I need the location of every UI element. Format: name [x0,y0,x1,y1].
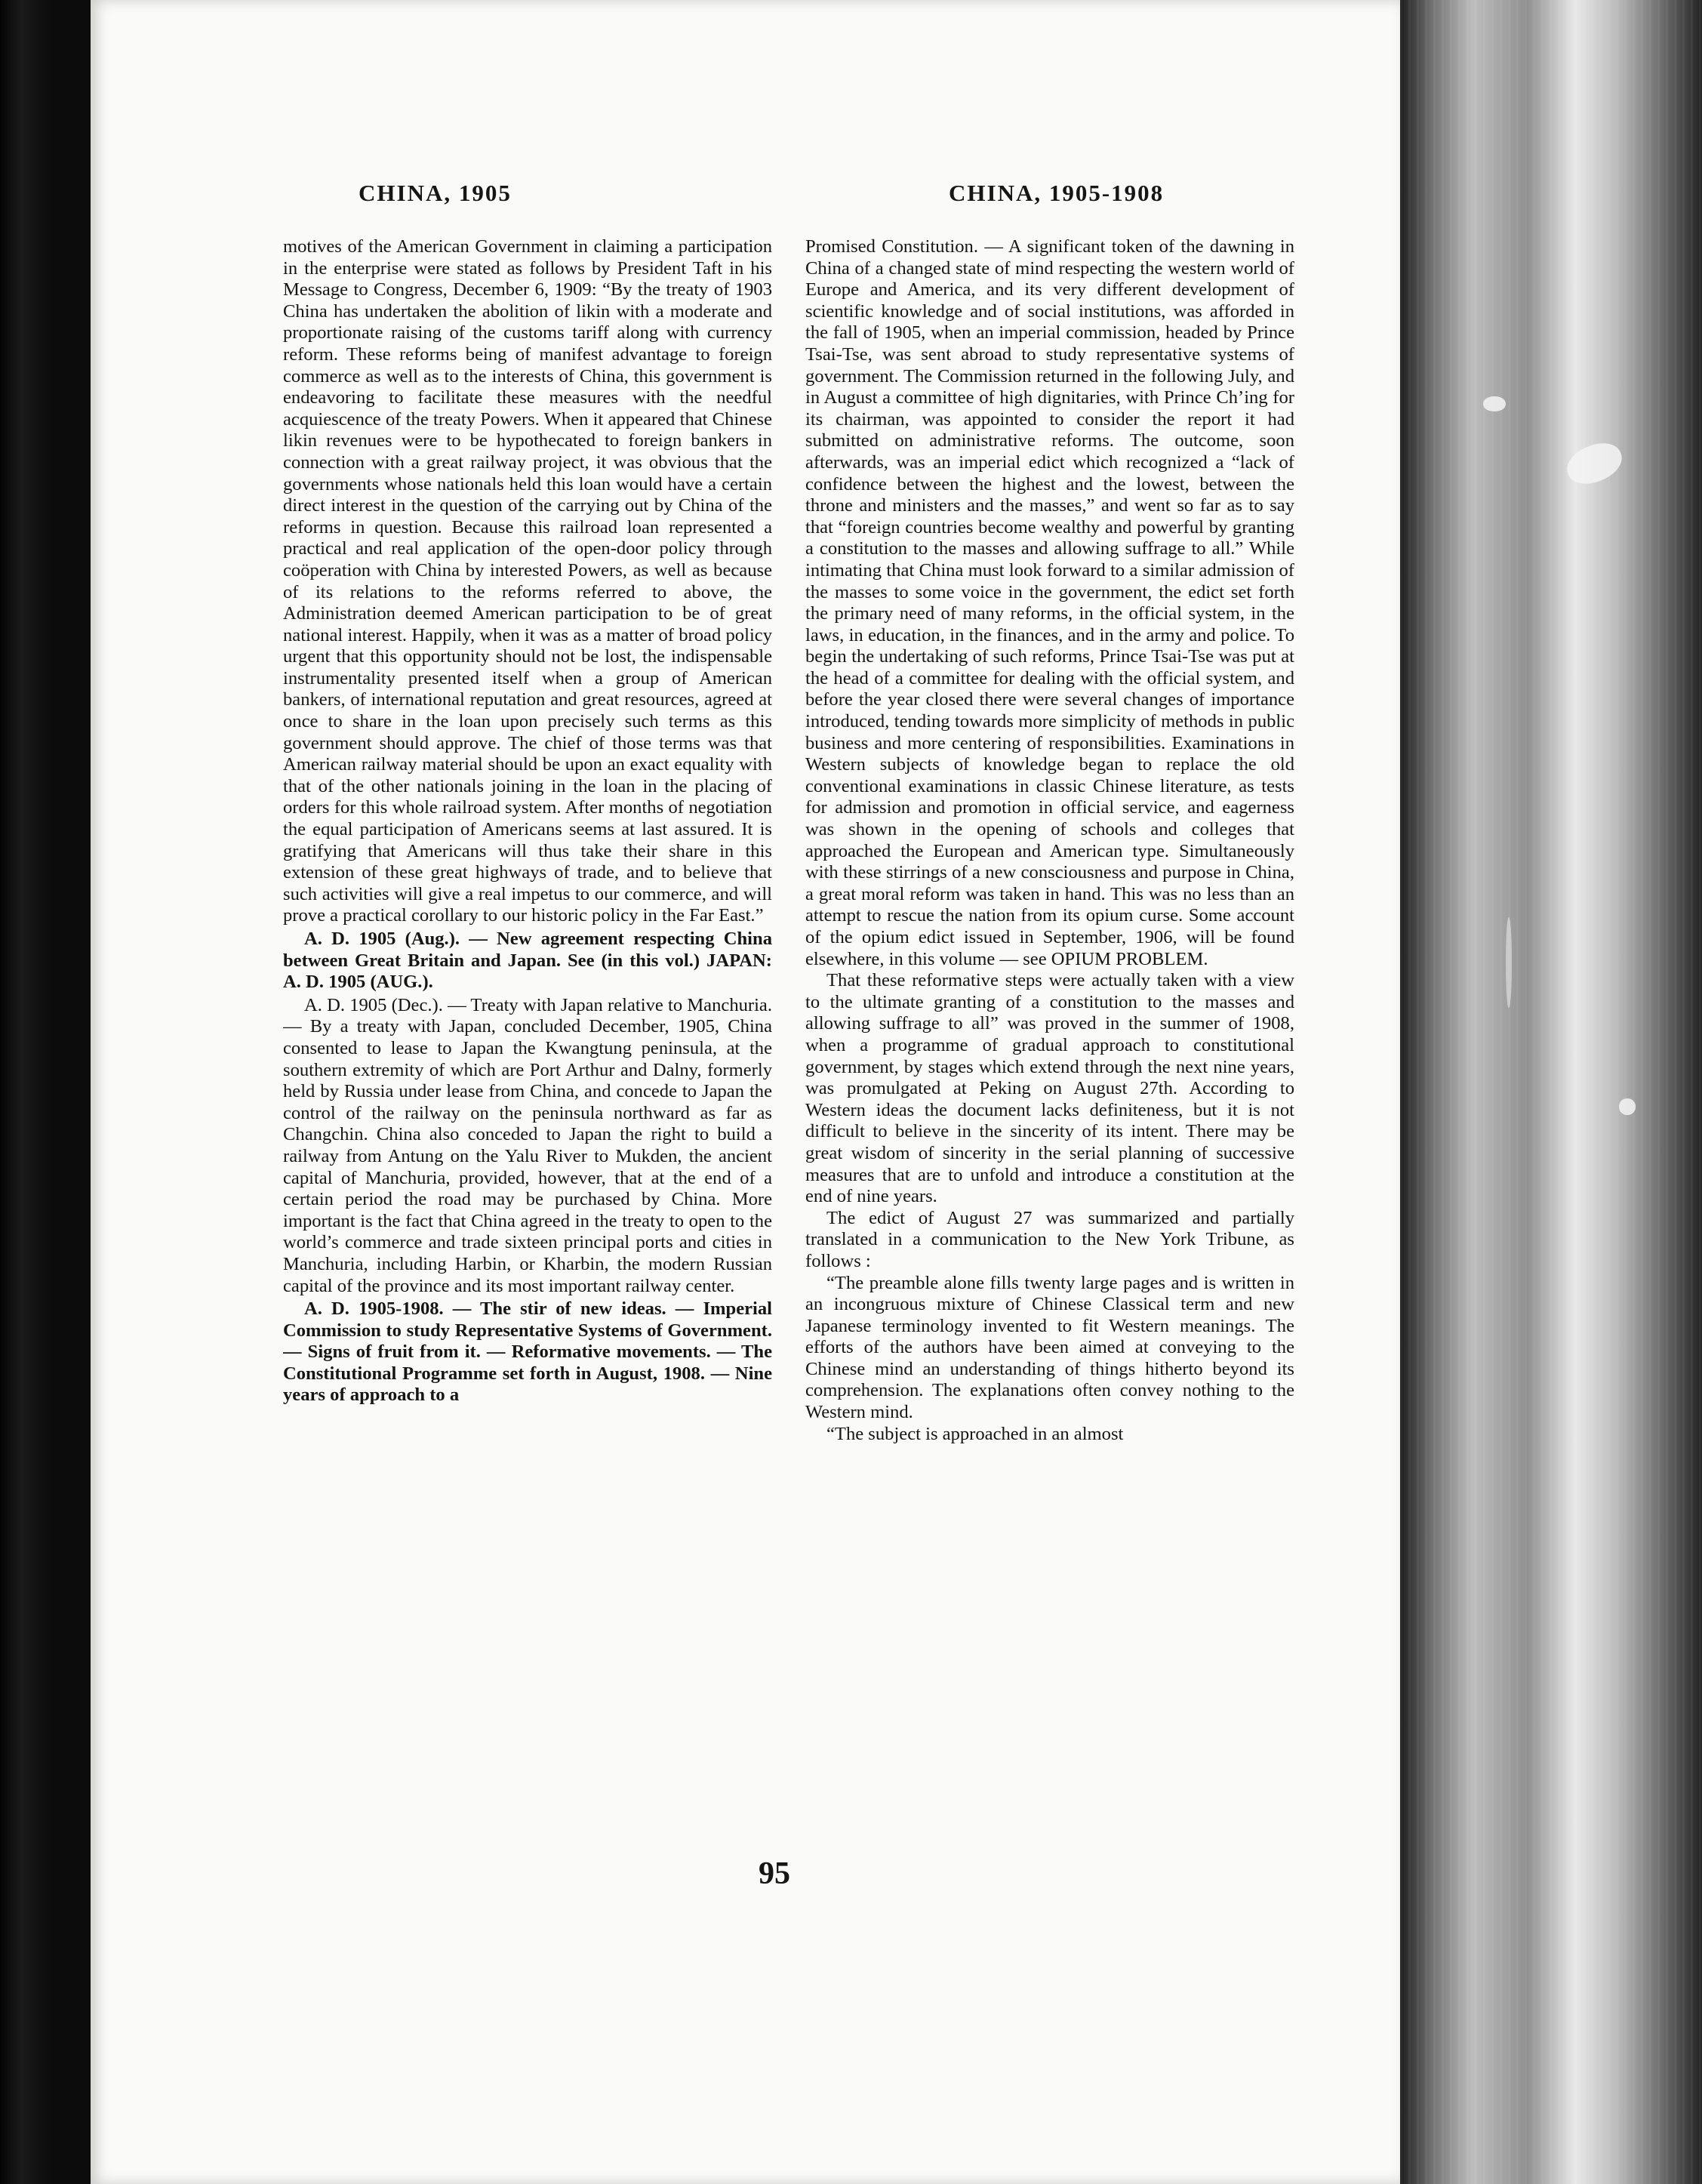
running-header-left: CHINA, 1905 [359,180,512,206]
left-text-column [283,236,772,1874]
scan-speck [1562,436,1628,491]
scan-speck [1619,1098,1636,1115]
scan-speck [1483,396,1506,411]
body-paragraph: motives of the American Government in claiming a participation in the enterprise were stated as follows by President Taft in his Message to Congress, December 6, 1909: “By the treaty of 1903 China has undertaken the abolition of likin with a moderate and proportionate raising of the customs tariff along with currency reform. These reforms being of manifest advantage to foreign commerce as well as to the interests of China, this government is endeavoring to facilitate these measures with the needful acquiescence of the treaty Powers. When it appeared that Chinese likin revenues were to be hypothecated to foreign bankers in connection with a great railway project, it was obvious that the governments whose nationals held this loan would have a certain direct interest in the question of the carrying out by China of the reforms in question. Because this railroad loan represented a practical and real application of the open-door policy through coöperation with China by interested Powers, as well as because of its relations to the reforms referred to above, the Administration deemed American participation to be of great national interest. Happily, when it was as a matter of broad policy urgent that this opportunity should not be lost, the indispensable instrumentality presented itself when a group of American bankers, of international reputation and great resources, agreed at once to share in the loan upon precisely such terms as this government should approve. The chief of those terms was that American railway material should be upon an exact equality with that of the other nationals joining in the loan in the placing of orders for this whole railroad system. After months of negotiation the equal participation of Americans seems at last assured. It is gratifying that Americans will thus take their share in this extension of these great highways of trade, and to believe that such activities will give a real impetus to our commerce, and will prove a practical corollary to our historic policy in the Far East.” [283,236,772,926]
body-paragraph: That these reformative steps were actually taken with a view to the ultimate granting of a constitution to the masses and allowing suffrage to all” was proved in the summer of 1908, when a programme of gradual approach to constitutional government, by stages which extend through the next nine years, was promulgated at Peking on August 27th. According to Western ideas the document lacks definiteness, but it is not difficult to believe in the sincerity of its intent. There may be great wisdom of sincerity in the serial planning of successive measures that are to unfold and introduce a constitution at the end of nine years. [805,970,1294,1207]
scan-speck [1506,917,1512,1008]
entry-heading: A. D. 1905-1908. — The stir of new ideas. — Imperial Commission to study Representative Systems of Government. — Signs of fruit from it. — Reformative movements. — The Constitutional Programme set forth in August, 1908. — Nine years of approach to a [283,1298,772,1406]
book-page [91,0,1400,2184]
scan-left-edge [0,0,53,2184]
body-paragraph: The edict of August 27 was summarized and partially translated in a communication to the New York Tribune, as follows : [805,1207,1294,1271]
body-paragraph: Promised Constitution. — A significant token of the dawning in China of a changed state of mind respecting the western world of Europe and America, and its very different development of scientific knowledge and of social institutions, was afforded in the fall of 1905, when an imperial commission, headed by Prince Tsai-Tse, was sent abroad to study representative systems of government. The Commission returned in the following July, and in August a committee of high dignitaries, with Prince Ch’ing for its chairman, was appointed to consider the report it had submitted on administrative reforms. The outcome, soon afterwards, was an imperial edict which recognized a “lack of confidence between the highest and the lowest, between the throne and ministers and the masses,” and went so far as to say that “foreign countries become wealthy and powerful by granting a constitution to the masses and allowing suffrage to all.” While intimating that China must look forward to a similar admission of the masses to some voice in the government, the edict set forth the primary need of many reforms, in the official system, in the laws, in education, in the finances, and in the army and police. To begin the undertaking of such reforms, Prince Tsai-Tse was put at the head of a committee for dealing with the official system, and before the year closed there were several changes of importance introduced, tending towards more simplicity of methods in public business and more centering of responsibilities. Examinations in Western subjects of knowledge began to replace the old conventional examinations in classic Chinese literature, as tests for admission and promotion in official service, and eagerness was shown in the opening of schools and colleges that approached the European and American type. Simultaneously with these stirrings of a new consciousness and purpose in China, a great moral reform was taken in hand. This was no less than an attempt to rescue the nation from its opium curse. Some account of the opium edict issued in September, 1906, will be found elsewhere, in this volume — see OPIUM PROBLEM. [805,236,1294,969]
quoted-paragraph: “The preamble alone fills twenty large pages and is written in an incongruous mixture of Chinese Classical term and new Japanese terminology invented to fit Western meanings. The efforts of the authors have been aimed at conveying to the Chinese mind an understanding of things hitherto beyond its comprehension. The explanations often convey nothing to the Western mind. [805,1272,1294,1423]
scan-right-edge [1400,0,1702,2184]
running-header-right: CHINA, 1905-1908 [949,180,1165,206]
entry-paragraph: A. D. 1905 (Aug.). — New agreement respecting China between Great Britain and Japan. See (in this vol.) JAPAN: A. D. 1905 (AUG.). [283,929,772,993]
page-number: 95 [759,1856,790,1891]
entry-paragraph: A. D. 1905 (Dec.). — Treaty with Japan relative to Manchuria. — By a treaty with Japan, concluded December, 1905, China consented to lease to Japan the Kwangtung peninsula, at the southern extremity of which are Port Arthur and Dalny, formerly held by Russia under lease from China, and concede to Japan the control of the railway on the peninsula northward as far as Changchin. China also conceded to Japan the right to build a railway from Antung on the Yalu River to Mukden, the ancient capital of Manchuria, provided, however, that at the end of a certain period the road may be purchased by China. More important is the fact that China agreed in the treaty to open to the world’s commerce and trade sixteen principal ports and cities in Manchuria, including Harbin, or Kharbin, the modern Russian capital of the province and its most important railway center. [283,994,772,1296]
quoted-paragraph: “The subject is approached in an almost [826,1423,1124,1444]
right-text-column [805,236,1294,1874]
